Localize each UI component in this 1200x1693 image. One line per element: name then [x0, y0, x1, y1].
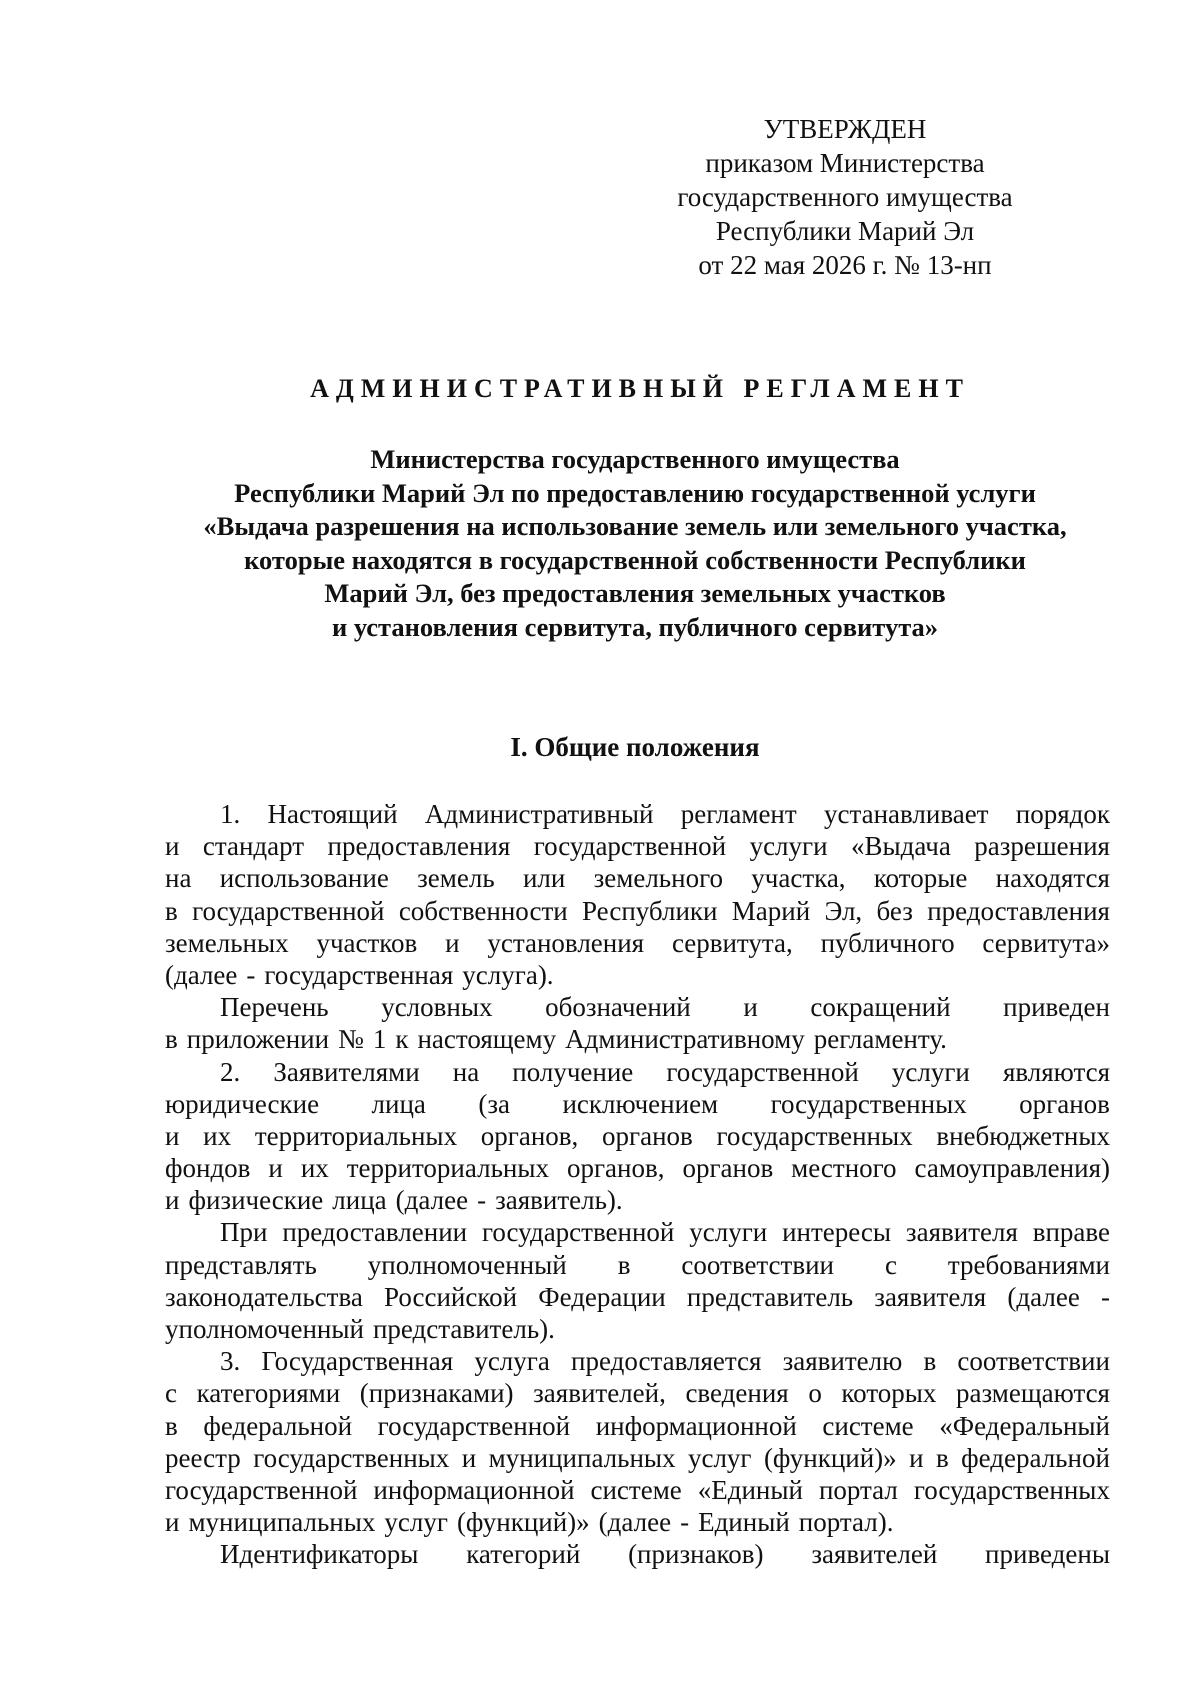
body-line	[165, 1120, 1110, 1152]
word: в	[935, 1442, 949, 1473]
word: государственных	[253, 1442, 450, 1473]
word: 3.	[220, 1346, 241, 1377]
body-line	[165, 1184, 1110, 1216]
word: представитель).	[372, 1314, 555, 1344]
word: сведения	[685, 1378, 789, 1409]
body-line	[165, 1152, 1110, 1184]
body-line	[165, 1088, 1110, 1120]
word: системе	[822, 1410, 914, 1441]
subtitle-line: и установления сервитута, публичного сервитута»	[331, 611, 939, 642]
word: Административный	[424, 799, 654, 829]
word: фондов	[165, 1153, 251, 1184]
word: и	[165, 1185, 180, 1216]
word: участков	[316, 927, 418, 958]
word: Российской	[384, 1281, 518, 1312]
word: государственной	[533, 831, 727, 862]
body-line	[165, 927, 1110, 959]
word: (признаками)	[359, 1378, 514, 1409]
word: (функций)»	[456, 1507, 590, 1538]
word: являются	[1002, 1056, 1110, 1087]
word: представлять	[165, 1249, 317, 1280]
word: предоставлении	[282, 1217, 468, 1248]
body-line	[165, 1377, 1110, 1409]
word: государственных	[770, 1088, 967, 1119]
word: соответствии	[681, 1249, 834, 1280]
word: в	[165, 1410, 178, 1441]
word: заявителей,	[533, 1378, 666, 1409]
word: и	[268, 1153, 283, 1184]
word: портал).	[798, 1507, 894, 1538]
word: органов,	[480, 1120, 579, 1151]
word: земельного	[593, 863, 723, 894]
word: (далее	[1007, 1281, 1080, 1312]
word: (далее	[395, 1185, 469, 1216]
word: вправе	[1032, 1217, 1110, 1248]
word: разрешения	[974, 831, 1110, 862]
word: приложении	[186, 1024, 330, 1055]
word: приведен	[1003, 992, 1110, 1023]
word: предоставления	[927, 895, 1110, 926]
word: или	[522, 863, 566, 894]
word: в	[617, 1249, 631, 1280]
word: приведены	[985, 1539, 1110, 1570]
word: к	[395, 1024, 409, 1055]
word: услуга	[474, 1346, 550, 1377]
word: -	[1100, 1281, 1110, 1312]
word: Перечень	[220, 992, 329, 1023]
word: уполномоченный	[367, 1249, 567, 1280]
word: 2.	[220, 1056, 241, 1087]
word: их	[300, 1153, 329, 1184]
word: услуги	[891, 1056, 970, 1087]
word: земельных	[165, 927, 289, 958]
body-line	[165, 1506, 1110, 1538]
word: находятся	[995, 863, 1110, 894]
word: реестр	[165, 1442, 241, 1473]
word: (признаков)	[628, 1539, 764, 1570]
approval-stamp-block	[650, 112, 1040, 282]
word: категориями	[196, 1378, 341, 1409]
word: условных	[381, 992, 493, 1023]
word: получение	[512, 1056, 634, 1087]
word: №	[338, 1024, 364, 1055]
word: федеральной	[203, 1410, 353, 1441]
subtitle-line: «Выдача разрешения на использование земель или земельного участка,	[203, 511, 1067, 541]
word: «Федеральный	[939, 1410, 1110, 1441]
word: лица	[371, 1088, 426, 1119]
regulation-title: АДМИНИСТРАТИВНЫЙ РЕГЛАМЕНТ	[310, 374, 970, 403]
word: исключением	[562, 1088, 719, 1119]
body-line	[165, 1538, 1110, 1570]
body-line	[165, 959, 1110, 991]
word: настоящему	[417, 1024, 557, 1055]
word: Эл,	[824, 895, 863, 926]
word: соответствии	[957, 1346, 1110, 1377]
word: -	[477, 1185, 487, 1216]
word: При	[220, 1217, 268, 1248]
word: Настоящий	[267, 799, 398, 829]
word: услуга).	[462, 959, 554, 990]
word: заявителя	[874, 1281, 987, 1312]
word: их	[203, 1120, 232, 1151]
word: в	[923, 1346, 937, 1377]
word: «Выдача	[850, 831, 951, 862]
body-line	[165, 1410, 1110, 1442]
word: интересы	[782, 1217, 892, 1248]
body-line	[165, 1056, 1110, 1088]
word: муниципальных	[488, 1442, 676, 1473]
word: предоставляется	[571, 1346, 762, 1377]
word: системе	[590, 1474, 682, 1505]
word: на	[452, 1056, 480, 1087]
word: регламенту.	[813, 1024, 947, 1055]
body-line	[165, 991, 1110, 1023]
body-line	[165, 895, 1110, 927]
word: информационной	[373, 1474, 575, 1505]
word: участка,	[751, 863, 846, 894]
word: информационной	[595, 1410, 797, 1441]
word: федеральной	[961, 1442, 1110, 1473]
word: лица	[332, 1185, 387, 1216]
word: предоставления	[327, 831, 511, 862]
word: Административному	[565, 1024, 805, 1055]
word: в	[165, 895, 178, 926]
word: и	[909, 1442, 924, 1473]
word: самоуправления)	[914, 1153, 1110, 1184]
section-title: I. Общие положения	[510, 732, 760, 762]
word: Марий	[731, 895, 811, 926]
subtitle-line: которые находятся в государственной собственности Республики	[244, 544, 1026, 575]
approval-line: от 22 мая 2026 г. № 13-нп	[698, 250, 992, 280]
word: государственной	[481, 1217, 675, 1248]
word: собственности	[398, 895, 568, 926]
word: Единый	[698, 1507, 790, 1538]
word: Республики	[582, 895, 718, 926]
word: государственная	[264, 959, 454, 990]
word: сокращений	[810, 992, 951, 1023]
word: регламент	[680, 799, 797, 829]
word: сервитута,	[671, 927, 793, 958]
word: услуги	[749, 831, 828, 862]
subtitle-line: Министерства государственного имущества	[370, 444, 900, 474]
word: юридические	[165, 1088, 320, 1119]
word: государственных	[913, 1474, 1110, 1505]
word: представитель	[686, 1281, 854, 1312]
word: законодательства	[165, 1281, 363, 1312]
word: органов	[1019, 1088, 1110, 1119]
body-line	[165, 798, 1110, 830]
word: в	[165, 1024, 178, 1055]
word: установления	[487, 927, 645, 958]
word: использование	[219, 863, 389, 894]
word: с	[165, 1378, 177, 1409]
word: размещаются	[956, 1378, 1110, 1409]
word: -	[246, 959, 256, 990]
word: и	[445, 927, 460, 958]
approval-line: УТВЕРЖДЕН	[763, 114, 927, 144]
word: государственной	[666, 1056, 859, 1087]
word: услуг	[687, 1442, 752, 1473]
body-line	[165, 862, 1110, 894]
word: которых	[841, 1378, 937, 1409]
word: и	[743, 992, 758, 1023]
word: обозначений	[545, 992, 691, 1023]
body-line	[165, 1442, 1110, 1474]
word: органов	[602, 1120, 693, 1151]
word: (далее	[598, 1507, 672, 1538]
regulation-subtitle	[150, 443, 1120, 644]
word: услуг	[384, 1507, 448, 1538]
word: (за	[478, 1088, 510, 1119]
word: заявитель).	[495, 1185, 623, 1216]
word: устанавливает	[823, 799, 989, 829]
word: с	[884, 1249, 897, 1280]
word: стандарт	[202, 831, 305, 862]
word: (функций)»	[763, 1442, 897, 1473]
word: сервитута»	[982, 927, 1110, 958]
word: Идентификаторы	[220, 1539, 419, 1570]
body-line	[165, 1313, 1110, 1345]
body-text	[165, 798, 1110, 1571]
word: о	[808, 1378, 822, 1409]
word: 1	[372, 1024, 387, 1055]
word: услуги	[689, 1217, 768, 1248]
word: заявителю	[782, 1346, 903, 1377]
word: заявителей	[811, 1539, 938, 1570]
approval-line: государственного имущества	[677, 182, 1013, 212]
word: органов,	[566, 1153, 665, 1184]
word: внебюджетных	[936, 1120, 1110, 1151]
word: на	[165, 863, 192, 894]
subtitle-line: Марий Эл, без предоставления земельных участков	[324, 578, 946, 608]
approval-line: приказом Министерства	[705, 148, 985, 178]
body-line	[165, 830, 1110, 862]
word: земель	[417, 863, 495, 894]
word: (далее	[165, 959, 238, 990]
word: категорий	[466, 1539, 581, 1570]
word: и	[165, 831, 180, 862]
word: без	[876, 895, 913, 926]
word: заявителя	[905, 1217, 1018, 1248]
word: которые	[873, 863, 968, 894]
subtitle-line: Республики Марий Эл по предоставлению государственной услуги	[234, 477, 1036, 508]
word: уполномоченный	[165, 1314, 364, 1344]
word: территориальных	[254, 1120, 458, 1151]
word: и	[165, 1120, 180, 1151]
word: местного	[791, 1153, 897, 1184]
word: портал	[818, 1474, 898, 1505]
word: требованиями	[947, 1249, 1110, 1280]
word: Федерации	[538, 1281, 666, 1312]
body-line	[165, 1345, 1110, 1377]
word: государственных	[716, 1120, 913, 1151]
word: «Единый	[697, 1474, 803, 1505]
word: муниципальных	[188, 1507, 376, 1538]
word: публичного	[820, 927, 955, 958]
approval-line: Республики Марий Эл	[715, 216, 975, 246]
word: Заявителями	[273, 1056, 420, 1087]
word: органов	[682, 1153, 774, 1184]
word: 1.	[220, 799, 241, 829]
body-line	[165, 1474, 1110, 1506]
word: Государственная	[261, 1346, 454, 1377]
word: территориальных	[346, 1153, 549, 1184]
body-line	[165, 1023, 1110, 1055]
body-line	[165, 1281, 1110, 1313]
word: порядок	[1015, 799, 1110, 829]
word: и	[461, 1442, 477, 1473]
body-line	[165, 1216, 1110, 1248]
word: физические	[188, 1185, 324, 1216]
word: государственной	[165, 1474, 358, 1505]
word: -	[680, 1507, 690, 1538]
word: государственной	[377, 1410, 571, 1441]
word: государственной	[192, 895, 385, 926]
body-line	[165, 1249, 1110, 1281]
word: и	[165, 1507, 180, 1538]
